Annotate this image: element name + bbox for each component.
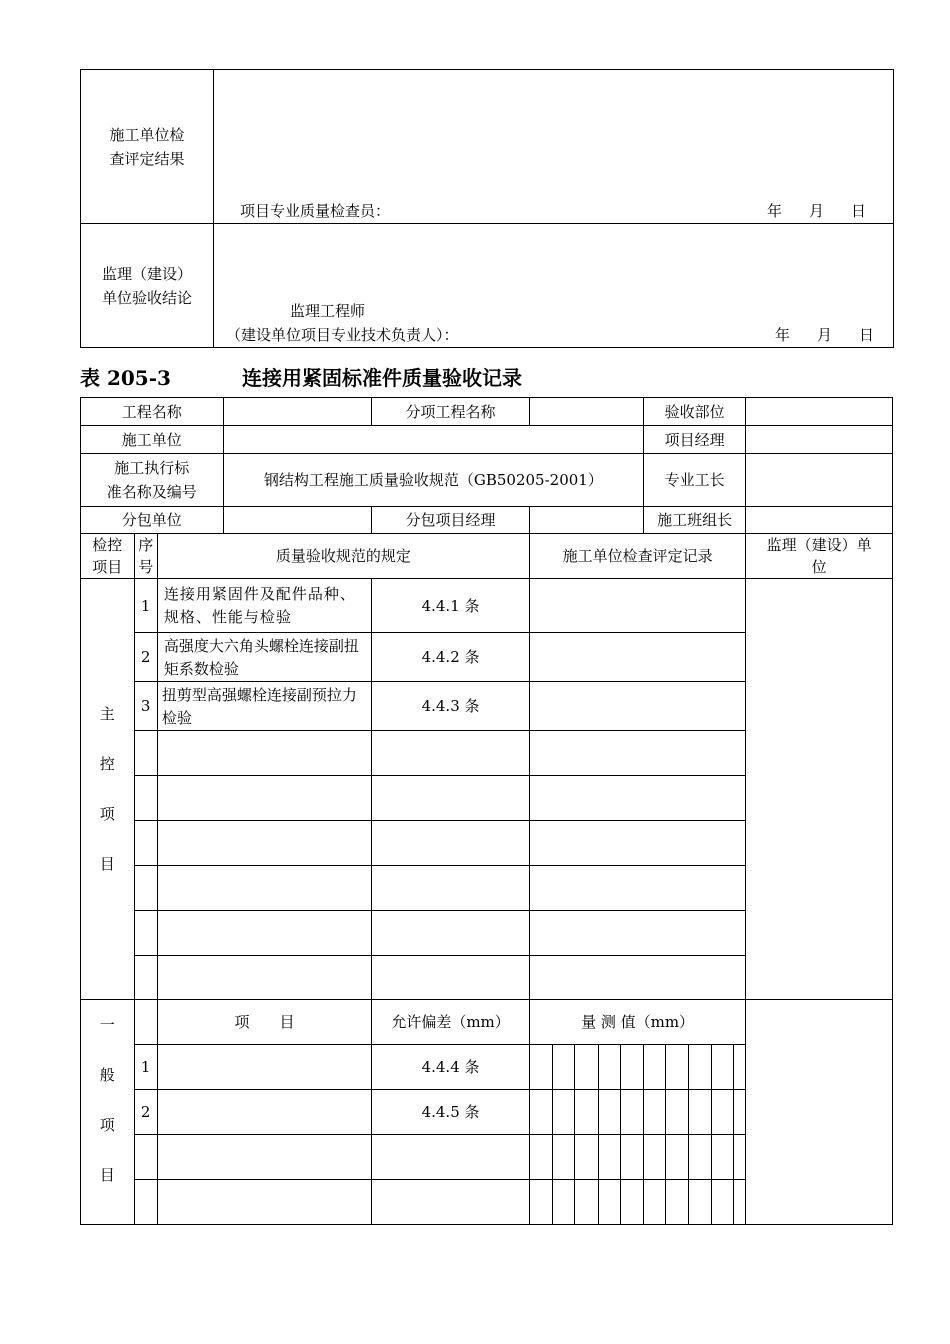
engineer-label: 监理工程师 — [290, 302, 366, 320]
item-column-header: 检控 项目 — [81, 534, 135, 579]
main-item-desc: 连接用紧固件及配件品种、规格、性能与检验 — [157, 579, 371, 633]
measure-cell[interactable] — [734, 1045, 746, 1090]
measure-cell[interactable] — [553, 1045, 575, 1090]
measure-cell[interactable] — [666, 1090, 688, 1135]
general-tolerance-header: 允许偏差（mm） — [372, 1000, 530, 1045]
measure-cell[interactable] — [553, 1090, 575, 1135]
general-item-no: 2 — [134, 1090, 157, 1135]
measure-cell[interactable] — [529, 1045, 552, 1090]
date-day: 日 — [851, 202, 867, 220]
main-item-clause: 4.4.1 条 — [372, 579, 530, 633]
main-control-label: 主 控 项 目 — [81, 579, 135, 1000]
measure-cell[interactable] — [711, 1090, 733, 1135]
date-month: 月 — [809, 202, 825, 220]
construction-unit-label: 施工单位 — [81, 426, 224, 454]
measure-cell[interactable] — [575, 1045, 598, 1090]
measure-cell[interactable] — [644, 1180, 666, 1225]
measure-cell[interactable] — [598, 1135, 620, 1180]
main-item-clause: 4.4.2 条 — [372, 633, 530, 682]
measure-cell[interactable] — [529, 1180, 552, 1225]
measure-cell[interactable] — [711, 1180, 733, 1225]
main-item-record[interactable] — [529, 682, 745, 731]
measure-cell[interactable] — [620, 1090, 643, 1135]
measure-cell[interactable] — [620, 1045, 643, 1090]
main-item-no: 3 — [134, 682, 157, 731]
main-item-no: 2 — [134, 633, 157, 682]
main-item-record[interactable] — [529, 579, 745, 633]
main-item-record[interactable] — [529, 956, 745, 1000]
date-year: 年 — [767, 202, 783, 220]
measure-cell[interactable] — [666, 1135, 688, 1180]
main-item-record[interactable] — [529, 911, 745, 956]
general-item-desc[interactable] — [157, 1180, 371, 1225]
general-measured-header: 量 测 值（mm） — [529, 1000, 745, 1045]
standard-label: 施工执行标 准名称及编号 — [81, 454, 224, 507]
measure-cell[interactable] — [575, 1180, 598, 1225]
acceptance-part-value[interactable] — [746, 398, 893, 426]
subcontractor-value[interactable] — [223, 507, 372, 534]
project-manager-label: 项目经理 — [644, 426, 746, 454]
subcontractor-label: 分包单位 — [81, 507, 224, 534]
general-item-clause: 4.4.4 条 — [372, 1045, 530, 1090]
standard-value: 钢结构工程施工质量验收规范（GB50205-2001） — [223, 454, 644, 507]
measure-cell[interactable] — [711, 1135, 733, 1180]
main-item-desc: 扭剪型高强螺栓连接副预拉力检验 — [157, 682, 371, 731]
main-item-record[interactable] — [529, 821, 745, 866]
measure-cell[interactable] — [598, 1045, 620, 1090]
general-supervisor-cell[interactable] — [746, 1000, 893, 1225]
date-month: 月 — [817, 326, 833, 344]
measure-cell[interactable] — [575, 1135, 598, 1180]
sub-project-name-label: 分项工程名称 — [372, 398, 530, 426]
acceptance-part-label: 验收部位 — [644, 398, 746, 426]
record-column-header: 施工单位检查评定记录 — [529, 534, 745, 579]
project-manager-value[interactable] — [746, 426, 893, 454]
main-item-record[interactable] — [529, 633, 745, 682]
project-name-label: 工程名称 — [81, 398, 224, 426]
main-item-no: 1 — [134, 579, 157, 633]
table-name: 连接用紧固标准件质量验收记录 — [242, 366, 522, 390]
foreman-value[interactable] — [746, 454, 893, 507]
main-item-record[interactable] — [529, 776, 745, 821]
measure-cell[interactable] — [688, 1180, 711, 1225]
seq-column-header: 序 号 — [134, 534, 157, 579]
measure-cell[interactable] — [644, 1135, 666, 1180]
measure-cell[interactable] — [598, 1180, 620, 1225]
sub-manager-value[interactable] — [529, 507, 643, 534]
general-item-clause: 4.4.5 条 — [372, 1090, 530, 1135]
date-day: 日 — [859, 326, 875, 344]
supervisor-column-header: 监理（建设）单 位 — [746, 534, 893, 579]
measure-cell[interactable] — [575, 1090, 598, 1135]
inspector-label: 项目专业质量检查员： — [240, 202, 391, 220]
measure-cell[interactable] — [620, 1135, 643, 1180]
general-item-header: 项 目 — [157, 1000, 371, 1045]
measure-cell[interactable] — [529, 1135, 552, 1180]
measure-cell[interactable] — [666, 1180, 688, 1225]
constructor-result-label: 施工单位检 查评定结果 — [81, 70, 214, 224]
main-item-clause: 4.4.3 条 — [372, 682, 530, 731]
measure-cell[interactable] — [711, 1045, 733, 1090]
measure-cell[interactable] — [666, 1045, 688, 1090]
project-name-value[interactable] — [223, 398, 372, 426]
measure-cell[interactable] — [734, 1090, 746, 1135]
engineer-sub-label: （建设单位项目专业技术负责人）： — [226, 326, 459, 344]
main-item-record[interactable] — [529, 731, 745, 776]
team-leader-label: 施工班组长 — [644, 507, 746, 534]
measure-cell[interactable] — [734, 1135, 746, 1180]
measure-cell[interactable] — [553, 1180, 575, 1225]
general-item-desc[interactable] — [157, 1135, 371, 1180]
general-item-desc[interactable] — [157, 1090, 371, 1135]
construction-unit-value[interactable] — [223, 426, 644, 454]
measure-cell[interactable] — [598, 1090, 620, 1135]
foreman-label: 专业工长 — [644, 454, 746, 507]
top-signoff-table — [80, 69, 894, 348]
general-item-label: 一 般 项 目 — [81, 1000, 135, 1225]
measure-cell[interactable] — [620, 1180, 643, 1225]
date-year: 年 — [775, 326, 791, 344]
measure-cell[interactable] — [688, 1045, 711, 1090]
sub-project-name-value[interactable] — [529, 398, 643, 426]
supervisor-conclusion-label: 监理（建设） 单位验收结论 — [81, 224, 214, 348]
measure-cell[interactable] — [644, 1045, 666, 1090]
measure-cell[interactable] — [688, 1135, 711, 1180]
sub-manager-label: 分包项目经理 — [372, 507, 530, 534]
table-title — [80, 362, 522, 391]
supervisor-conclusion-cell[interactable] — [214, 224, 894, 348]
general-item-no: 1 — [134, 1045, 157, 1090]
measure-cell[interactable] — [644, 1090, 666, 1135]
spec-column-header: 质量验收规范的规定 — [157, 534, 529, 579]
constructor-result-cell[interactable] — [214, 70, 894, 224]
main-item-desc: 高强度大六角头螺栓连接副扭矩系数检验 — [157, 633, 371, 682]
acceptance-record-table — [80, 397, 893, 1225]
general-item-desc[interactable] — [157, 1045, 371, 1090]
measure-cell[interactable] — [529, 1090, 552, 1135]
measure-cell[interactable] — [553, 1135, 575, 1180]
main-item-record[interactable] — [529, 866, 745, 911]
measure-cell[interactable] — [734, 1180, 746, 1225]
team-leader-value[interactable] — [746, 507, 893, 534]
measure-cell[interactable] — [688, 1090, 711, 1135]
table-code: 表 205-3 — [80, 366, 171, 390]
main-supervisor-cell[interactable] — [746, 579, 893, 1000]
